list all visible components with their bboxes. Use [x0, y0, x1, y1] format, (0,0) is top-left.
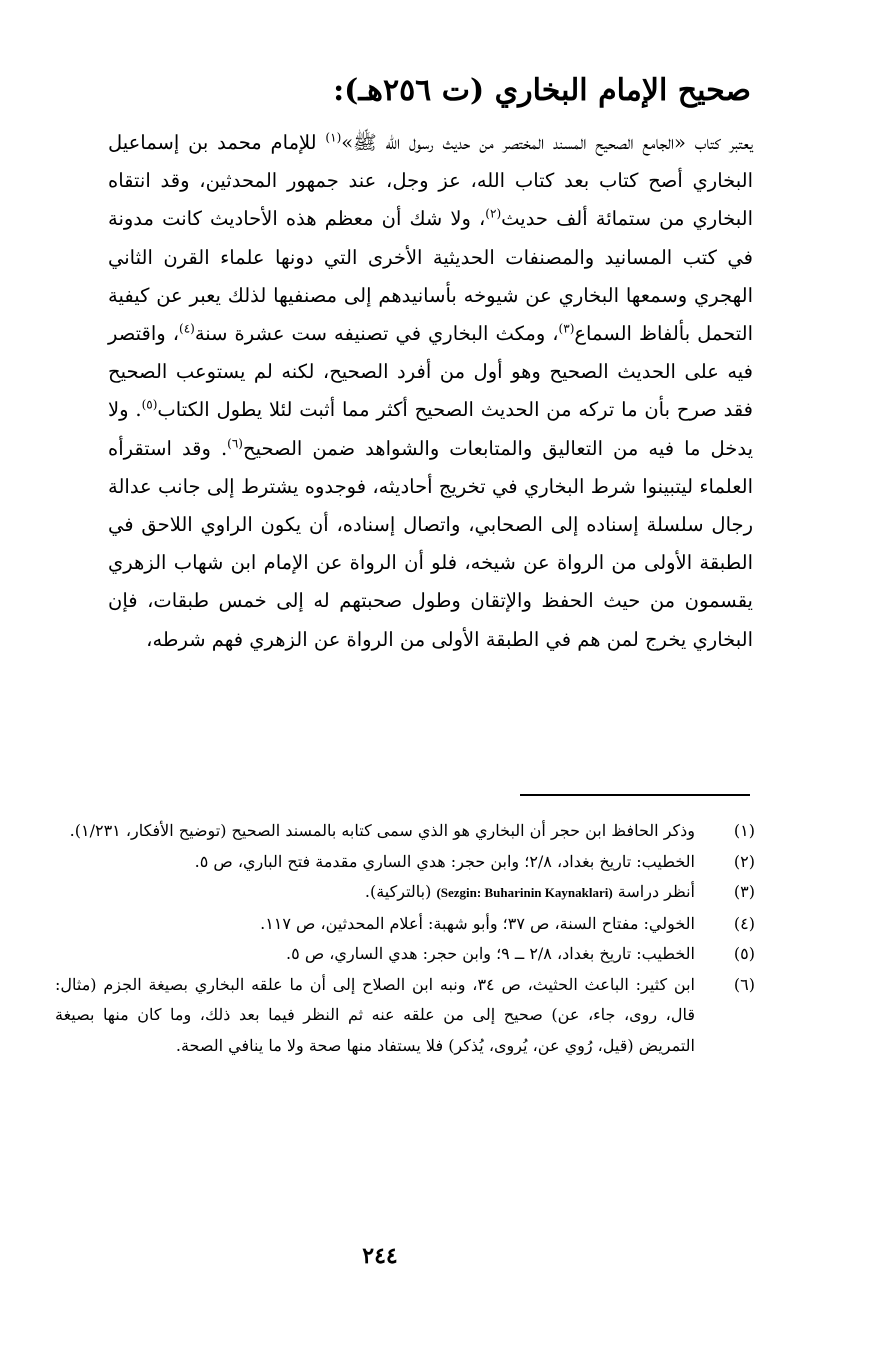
footnote-item	[55, 847, 755, 878]
body-segment: يعتبر كتاب «الجامع الصحيح المسند المختصر من حديث رسول الله ﷺ»	[341, 131, 753, 154]
body-paragraph	[108, 124, 753, 659]
body-segment: ، ولا شك أن معظم هذه الأحاديث كانت مدونة في كتب المسانيد والمصنفات الحديثية الأخرى التي دونها علماء القرن الثاني الهجري وسمعها البخاري عن شيوخه بأسانيدهم إلى مصنفيها لذلك يعبر عن كيفية التحمل بألفاظ السماع	[108, 207, 754, 346]
footnotes-list	[55, 816, 755, 1061]
footnote-item	[55, 877, 755, 909]
footnote-ref[interactable]: (٤)	[179, 321, 195, 336]
body-segment: . ولا يدخل ما فيه من التعاليق والمتابعات والشواهد ضمن الصحيح	[108, 398, 753, 460]
footnote-ref[interactable]: (٣)	[558, 321, 575, 336]
footnote-number: (٣)	[733, 882, 755, 901]
body-segment: ، ومكث البخاري في تصنيفه ست عشرة سنة	[194, 322, 559, 346]
footnote-text: أنظر دراسة	[617, 882, 695, 901]
page-number: ٢٤٤	[362, 1243, 398, 1269]
body-segment: . وقد استقرأه العلماء ليتبينوا شرط البخاري في تخريج أحاديثه، فوجدوه يشترط إلى جانب عدالة رجال سلسلة إسناده إلى الصحابي، واتصال إسناده، أن يكون الراوي اللاحق في الطبقة الأولى من الرواة عن شيخه، فلو أن الرواة عن الإمام ابن شهاب الزهري يقسمون من حيث الحفظ والإتقان وطول صحبتهم له إلى خمس طبقات، فإن البخاري يخرج لمن هم في الطبقة الأولى من الرواة عن الزهري فهم شرطه،	[108, 436, 753, 651]
footnote-item	[55, 909, 755, 940]
footnote-item	[55, 939, 755, 970]
footnote-item	[55, 970, 755, 1062]
footnote-number: (٢)	[733, 851, 755, 871]
body-segment: ، واقتصر فيه على الحديث الصحيح وهو أول من أفرد الصحيح، لكنه لم يستوعب الصحيح فقد صرح بأن ما تركه من الحديث الصحيح أكثر مما أثبت لئلا يطول الكتاب	[108, 322, 753, 422]
footnote-text: الخولي: مفتاح السنة، ص ٣٧؛ وأبو شهبة: أعلام المحدثين، ص ١١٧.	[260, 913, 695, 933]
footnote-number: (١)	[733, 821, 755, 840]
section-heading: صحيح الإمام البخاري (ت ٢٥٦هـ):	[333, 73, 751, 108]
footnote-number: (٤)	[733, 913, 755, 933]
footnote-item	[55, 816, 755, 847]
footnote-ref[interactable]: (٢)	[485, 206, 502, 221]
footnote-ref[interactable]: (١)	[325, 130, 342, 145]
footnote-ref[interactable]: (٥)	[141, 397, 158, 412]
footnote-ref[interactable]: (٦)	[227, 436, 243, 451]
footnote-text: الخطيب: تاريخ بغداد، ٢/٨؛ وابن حجر: هدي الساري مقدمة فتح الباري، ص ٥.	[194, 851, 695, 871]
footnote-number: (٥)	[733, 944, 755, 963]
footnote-latin-title: (Sezgin: Buharinin Kaynaklari)	[436, 885, 613, 900]
body-segment: للإمام محمد بن إسماعيل البخاري أصح كتاب بعد كتاب الله، عز وجل، عند جمهور المحدثين، وقد انتقاه البخاري من ستمائة ألف حديث	[108, 131, 753, 231]
footnote-text: ابن كثير: الباعث الحثيث، ص ٣٤، ونبه ابن الصلاح إلى أن ما علقه البخاري بصيغة الجزم (مثال: قال، روى، جاء، عن) صحيح إلى من علقه عنه ثم النظر فيما بعد ذلك، وما كان منها بصيغة التمريض (قيل، رُوي عن، يُروى، يُذكر) فلا يستفاد منها صحة ولا ما ينافي الصحة.	[55, 974, 695, 1055]
footnote-divider	[520, 794, 750, 796]
footnote-text: الخطيب: تاريخ بغداد، ٢/٨ ــ ٩؛ وابن حجر: هدي الساري، ص ٥.	[286, 944, 695, 963]
footnote-text: (بالتركية).	[364, 882, 432, 901]
footnote-text: وذكر الحافظ ابن حجر أن البخاري هو الذي سمى كتابه بالمسند الصحيح (توضيح الأفكار، ١/٢٣١).	[69, 821, 695, 840]
footnote-number: (٦)	[733, 974, 755, 994]
